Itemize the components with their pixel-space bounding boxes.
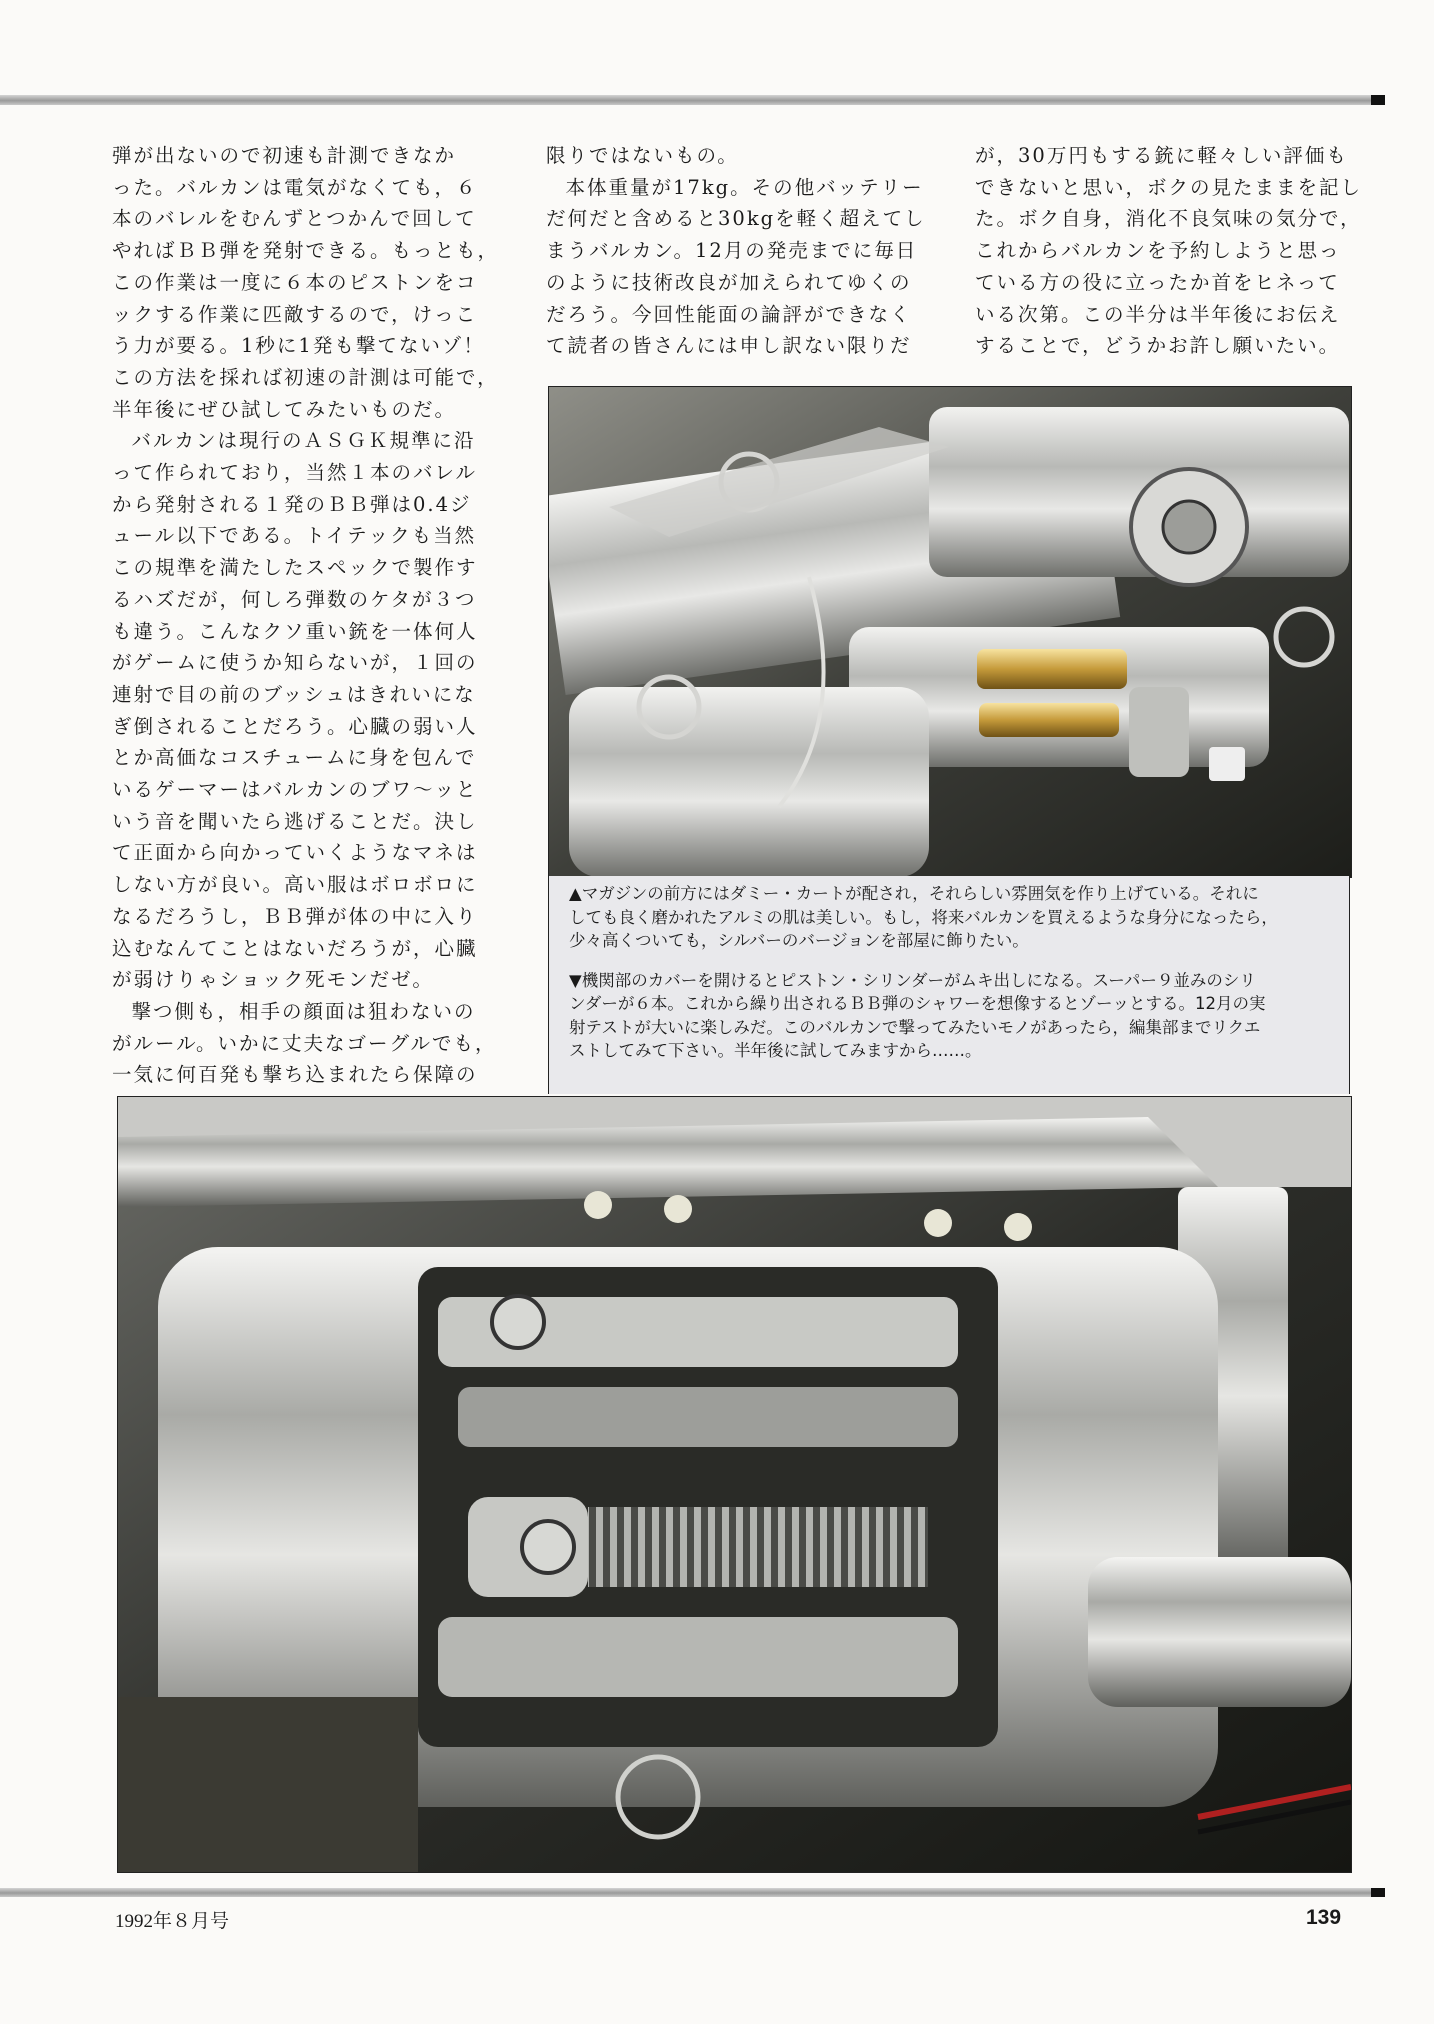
text-column-2	[546, 140, 938, 362]
paragraph: が，30万円もする銃に軽々しい評価も できないと思い，ボクの見たままを記し た。ボク自身，消化不良気味の気分で， これからバルカンを予約しようと思っ ている方の役に立ったか首をヒネって いる次第。この半分は半年後にお伝え することで，どうかお許し願いたい。	[975, 144, 1363, 358]
caption-bottom: ▼機関部のカバーを開けるとピストン・シリンダーがムキ出しになる。スーパー９並みのシリ ンダーが６本。これから繰り出されるＢＢ弾のシャワーを想像するとゾーッとする。12月の実 射テストが大いに楽しみだ。このバルカンで撃ってみたいモノがあったら，編集部までリクエ ストしてみて下さい。半年後に試してみますから……。	[569, 970, 1266, 1060]
paragraph: 弾が出ないので初速も計測できなか った。バルカンは電気がなくても，６ 本のバレルをむんずとつかんで回して やればＢＢ弾を発射できる。もっとも， この作業は一度に６本のピストンをコ ックする作業に匹敵するので，けっこ う力が要る。1秒に1発も撃てないゾ！ この方法を採れば初速の計測は可能で， 半年後にぜひ試してみたいものだ。	[112, 144, 500, 421]
paragraph: 撃つ側も，相手の顔面は狙わないの がルール。いかに丈夫なゴーグルでも， 一気に何百発も撃ち込まれたら保障の	[112, 999, 497, 1087]
caption-box	[548, 876, 1350, 1094]
photo-piston-cylinders	[117, 1096, 1352, 1873]
issue-date: 1992年８月号	[115, 1911, 230, 1932]
page-number: 139	[1306, 1906, 1342, 1929]
paragraph: 本体重量が17kg。その他バッテリー だ何だと含めると30kgを軽く超えてし まうバルカン。12月の発売までに毎日 のように技術改良が加えられてゆくの だろう。今回性能面の論評ができなく て読者の皆さんには申し訳ない限りだ	[546, 175, 926, 358]
header-rule	[0, 95, 1385, 105]
paragraph: バルカンは現行のＡＳＧＫ規準に沿 って作られており，当然１本のバレル から発射される１発のＢＢ弾は0.4ジ ュール以下である。トイテックも当然 この規準を満たしたスペックで製作す るハズだが，何しろ弾数のケタが３つ も違う。こんなクソ重い銃を一体何人 がゲームに使うか知らないが，１回の 連射で目の前のブッシュはきれいにな ぎ倒されることだろう。心臓の弱い人 とか高価なコスチュームに身を包んで いるゲーマーはバルカンのブワ〜ッと いう音を聞いたら逃げることだ。決し て正面から向かっていくようなマネは しない方が良い。高い服はボロボロに なるだろうし，ＢＢ弾が体の中に入り 込むなんてことはないだろうが，心臓 が弱けりゃショック死モンだゼ。	[112, 429, 478, 992]
magazine-mechanism-photo-illustration	[549, 387, 1351, 877]
text-column-3	[975, 140, 1365, 362]
caption-top: ▲マガジンの前方にはダミー・カートが配され，それらしい雰囲気を作り上げている。それに しても良く磨かれたアルミの肌は美しい。もし，将来バルカンを買えるような身分になったら， 少々高くついても，シルバーのバージョンを部屋に飾りたい。	[569, 884, 1278, 950]
footer-rule-cap	[1371, 1888, 1385, 1897]
header-rule-cap	[1371, 95, 1385, 105]
footer-rule	[0, 1888, 1385, 1897]
piston-cylinder-photo-illustration	[118, 1097, 1351, 1872]
photo-magazine-dummy-cart	[548, 386, 1352, 878]
paragraph: 限りではないもの。	[546, 144, 739, 167]
text-column-1	[112, 140, 504, 1091]
